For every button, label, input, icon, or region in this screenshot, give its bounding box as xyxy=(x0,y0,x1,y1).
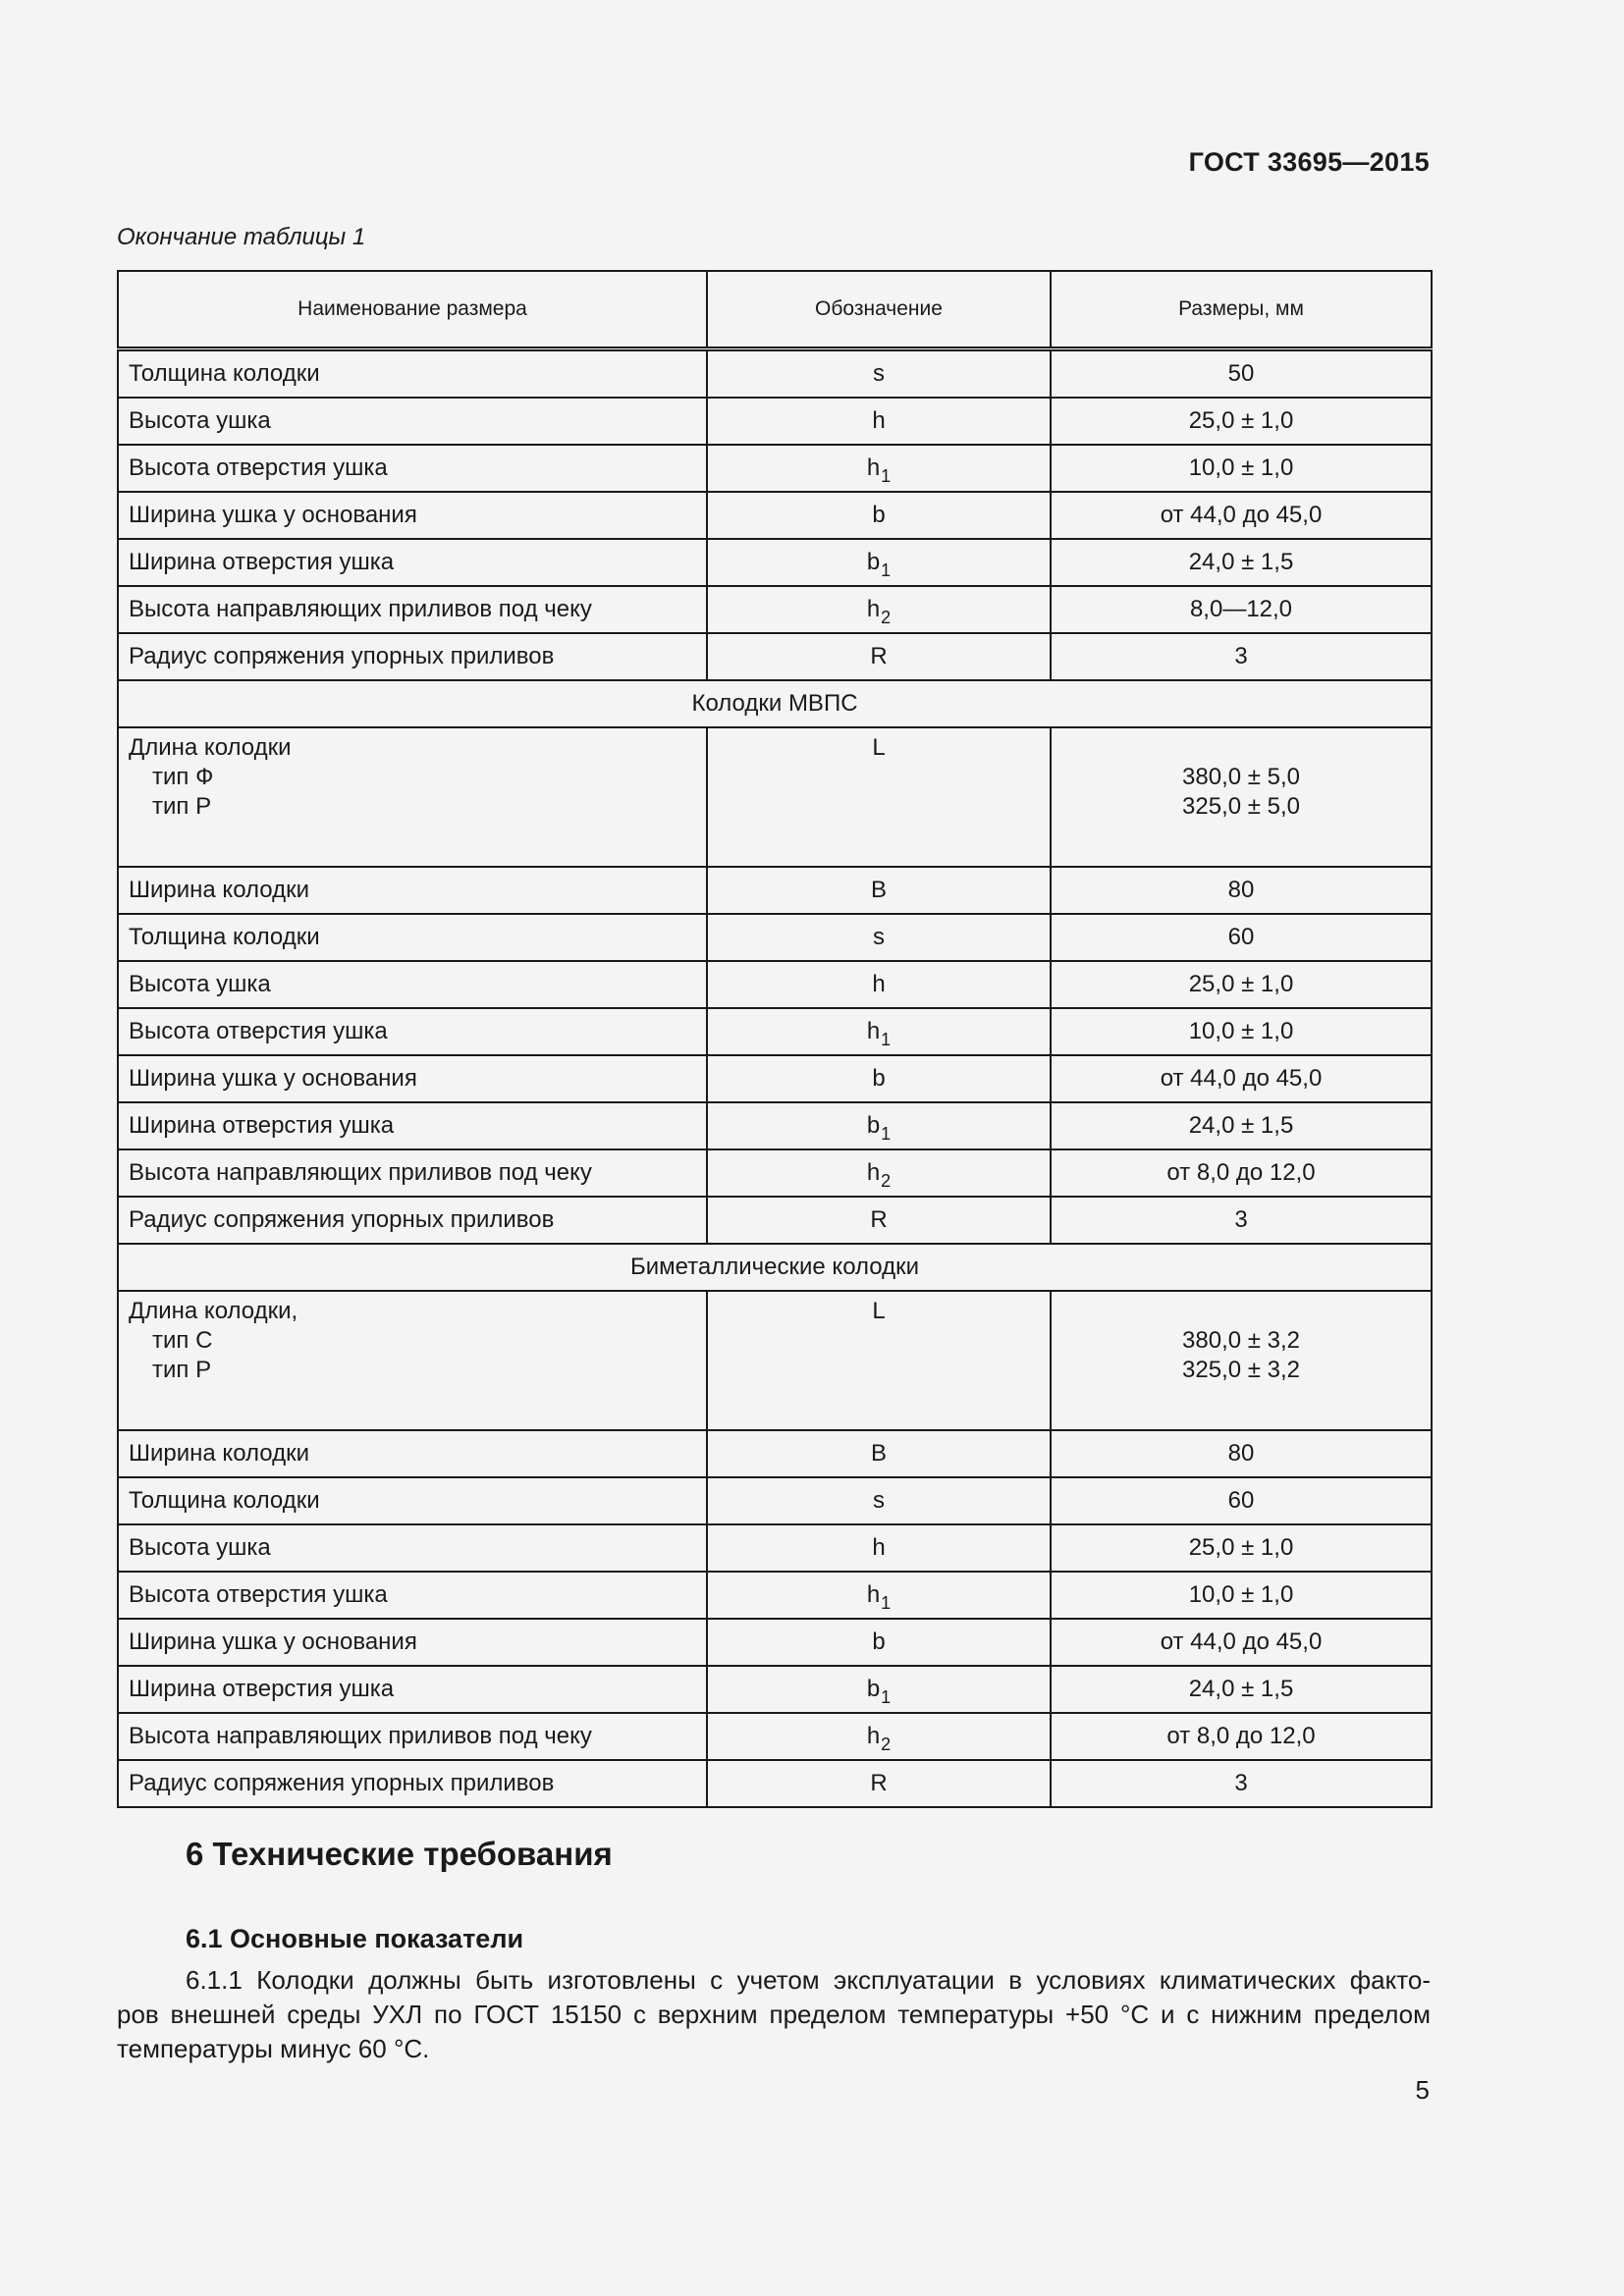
symbol-cell xyxy=(707,1102,1051,1149)
type-label: тип Ф xyxy=(152,764,214,790)
symbol-cell xyxy=(707,539,1051,586)
table-row xyxy=(118,492,1432,539)
symbol-subscript: 2 xyxy=(881,1170,892,1191)
type-label: тип С xyxy=(152,1327,213,1354)
table-row xyxy=(118,1666,1432,1713)
table-header-row xyxy=(118,271,1432,349)
length-row xyxy=(118,1291,1432,1430)
symbol-cell xyxy=(707,914,1051,961)
table-row xyxy=(118,586,1432,633)
symbol-letter: b xyxy=(866,548,881,575)
symbol-cell xyxy=(707,1760,1051,1807)
type-value: 380,0 ± 3,2 xyxy=(1182,1327,1300,1354)
symbol-letter: s xyxy=(873,360,885,387)
size-name-cell: Высота отверстия ушка xyxy=(118,1008,707,1055)
symbol-cell xyxy=(707,1713,1051,1760)
size-value-cell: 3 xyxy=(1051,1197,1432,1244)
symbol-subscript: 2 xyxy=(881,607,892,627)
paragraph-line: температуры минус 60 °С. xyxy=(117,2034,430,2063)
table-row xyxy=(118,1713,1432,1760)
symbol-cell xyxy=(707,1055,1051,1102)
size-name-cell: Высота направляющих приливов под чеку xyxy=(118,1149,707,1197)
symbol-cell xyxy=(707,1524,1051,1572)
size-value-cell: 10,0 ± 1,0 xyxy=(1051,1008,1432,1055)
size-name-cell: Толщина колодки xyxy=(118,1477,707,1524)
symbol-cell xyxy=(707,633,1051,680)
table-row xyxy=(118,1149,1432,1197)
table-row xyxy=(118,349,1432,399)
symbol-letter: b xyxy=(872,1065,886,1092)
size-name-cell: Ширина колодки xyxy=(118,867,707,914)
table-row xyxy=(118,1572,1432,1619)
size-value-cell: 25,0 ± 1,0 xyxy=(1051,961,1432,1008)
size-value-cell: 3 xyxy=(1051,633,1432,680)
type-value: 325,0 ± 5,0 xyxy=(1182,793,1300,820)
table-row xyxy=(118,633,1432,680)
type-value: 325,0 ± 3,2 xyxy=(1182,1357,1300,1383)
table-row xyxy=(118,867,1432,914)
size-value-cell: от 44,0 до 45,0 xyxy=(1051,1619,1432,1666)
size-name-cell: Толщина колодки xyxy=(118,349,707,399)
length-label: Длина колодки xyxy=(129,734,292,761)
size-name-cell: Высота ушка xyxy=(118,961,707,1008)
table-row xyxy=(118,1197,1432,1244)
paragraph-6-1-1 xyxy=(117,1963,1431,2066)
symbol-cell xyxy=(707,1008,1051,1055)
symbol-letter: R xyxy=(870,1770,888,1796)
symbol-letter: b xyxy=(866,1675,881,1702)
size-value-cell: от 8,0 до 12,0 xyxy=(1051,1149,1432,1197)
paragraph-line: ров внешней среды УХЛ по ГОСТ 15150 с верхним пределом температуры +50 °С и с нижним пределом xyxy=(117,2000,1431,2029)
table-row xyxy=(118,1055,1432,1102)
symbol-cell xyxy=(707,1149,1051,1197)
group-title: Биметаллические колодки xyxy=(118,1244,1432,1291)
group-header-row xyxy=(118,1244,1432,1291)
symbol-letter: b xyxy=(872,1629,886,1655)
size-name-cell xyxy=(118,1291,707,1430)
table-row xyxy=(118,1619,1432,1666)
symbol-letter: s xyxy=(873,924,885,950)
size-name-cell: Высота ушка xyxy=(118,1524,707,1572)
section-heading: 6 Технические требования xyxy=(186,1836,613,1872)
table-row xyxy=(118,1477,1432,1524)
symbol-subscript: 2 xyxy=(881,1734,892,1754)
symbol-subscript: 1 xyxy=(881,1686,892,1707)
symbol-cell xyxy=(707,1619,1051,1666)
symbol-cell xyxy=(707,349,1051,399)
symbol-letter: B xyxy=(870,877,887,903)
symbol-cell xyxy=(707,867,1051,914)
size-name-cell: Высота отверстия ушка xyxy=(118,1572,707,1619)
size-name-cell: Высота направляющих приливов под чеку xyxy=(118,586,707,633)
type-value: 380,0 ± 5,0 xyxy=(1182,764,1300,790)
dimensions-table xyxy=(117,270,1433,1808)
size-name-cell: Ширина ушка у основания xyxy=(118,492,707,539)
size-name-cell: Радиус сопряжения упорных приливов xyxy=(118,1197,707,1244)
group-title: Колодки МВПС xyxy=(118,680,1432,727)
table-row xyxy=(118,1524,1432,1572)
size-value-cell: 24,0 ± 1,5 xyxy=(1051,1666,1432,1713)
subsection-heading: 6.1 Основные показатели xyxy=(186,1924,524,1953)
symbol-letter: R xyxy=(870,643,888,669)
size-name-cell: Радиус сопряжения упорных приливов xyxy=(118,1760,707,1807)
table-row xyxy=(118,961,1432,1008)
standard-code: ГОСТ 33695—2015 xyxy=(1188,147,1430,177)
size-value-cell: от 44,0 до 45,0 xyxy=(1051,1055,1432,1102)
size-value-cell xyxy=(1051,1291,1432,1430)
symbol-letter: h xyxy=(866,1722,881,1749)
group-header-row xyxy=(118,680,1432,727)
table-caption: Окончание таблицы 1 xyxy=(117,224,366,250)
length-row xyxy=(118,727,1432,867)
symbol-letter: h xyxy=(866,1580,881,1608)
size-value-cell: 3 xyxy=(1051,1760,1432,1807)
size-value-cell: 25,0 ± 1,0 xyxy=(1051,1524,1432,1572)
symbol-subscript: 1 xyxy=(881,1592,892,1613)
length-label: Длина колодки, xyxy=(129,1298,298,1324)
size-value-cell: 50 xyxy=(1051,349,1432,399)
symbol-cell xyxy=(707,1477,1051,1524)
size-value-cell: 25,0 ± 1,0 xyxy=(1051,398,1432,445)
symbol-cell xyxy=(707,1430,1051,1477)
size-value-cell: 80 xyxy=(1051,867,1432,914)
page-number: 5 xyxy=(1415,2075,1430,2105)
symbol-cell xyxy=(707,586,1051,633)
symbol-letter: h xyxy=(866,1158,881,1186)
size-name-cell: Ширина отверстия ушка xyxy=(118,1102,707,1149)
size-name-cell: Высота отверстия ушка xyxy=(118,445,707,492)
symbol-subscript: 1 xyxy=(881,560,892,580)
size-value-cell xyxy=(1051,727,1432,867)
type-label: тип Р xyxy=(152,1357,212,1383)
symbol-letter: h xyxy=(872,1534,886,1561)
symbol-letter: s xyxy=(873,1487,885,1514)
size-value-cell: 10,0 ± 1,0 xyxy=(1051,1572,1432,1619)
symbol-letter: h xyxy=(866,454,881,481)
symbol-cell xyxy=(707,398,1051,445)
symbol-letter: h xyxy=(872,971,886,997)
size-value-cell: от 44,0 до 45,0 xyxy=(1051,492,1432,539)
column-header-size: Размеры, мм xyxy=(1051,271,1432,349)
size-name-cell: Ширина колодки xyxy=(118,1430,707,1477)
size-value-cell: 60 xyxy=(1051,914,1432,961)
table-row xyxy=(118,1760,1432,1807)
symbol-subscript: 1 xyxy=(881,465,892,486)
table-row xyxy=(118,1008,1432,1055)
table-row xyxy=(118,1430,1432,1477)
paragraph-line: 6.1.1 Колодки должны быть изготовлены с учетом эксплуатации в условиях климатических факто- xyxy=(186,1965,1431,1995)
size-name-cell: Радиус сопряжения упорных приливов xyxy=(118,633,707,680)
size-name-cell: Ширина отверстия ушка xyxy=(118,1666,707,1713)
size-value-cell: 60 xyxy=(1051,1477,1432,1524)
size-value-cell: от 8,0 до 12,0 xyxy=(1051,1713,1432,1760)
size-value-cell: 10,0 ± 1,0 xyxy=(1051,445,1432,492)
table-row xyxy=(118,1102,1432,1149)
size-name-cell: Высота направляющих приливов под чеку xyxy=(118,1713,707,1760)
symbol-letter: b xyxy=(866,1111,881,1139)
symbol-letter: b xyxy=(872,502,886,528)
symbol-cell xyxy=(707,961,1051,1008)
column-header-symbol: Обозначение xyxy=(707,271,1051,349)
table-row xyxy=(118,539,1432,586)
size-name-cell xyxy=(118,727,707,867)
size-name-cell: Толщина колодки xyxy=(118,914,707,961)
symbol-letter: R xyxy=(870,1206,888,1233)
size-name-cell: Ширина отверстия ушка xyxy=(118,539,707,586)
symbol-cell xyxy=(707,445,1051,492)
type-label: тип Р xyxy=(152,793,212,820)
column-header-name: Наименование размера xyxy=(118,271,707,349)
symbol-cell: L xyxy=(707,1291,1051,1430)
size-name-cell: Высота ушка xyxy=(118,398,707,445)
size-value-cell: 8,0—12,0 xyxy=(1051,586,1432,633)
symbol-letter: h xyxy=(872,407,886,434)
symbol-letter: B xyxy=(870,1440,887,1467)
symbol-letter: h xyxy=(866,1017,881,1044)
size-name-cell: Ширина ушка у основания xyxy=(118,1619,707,1666)
symbol-subscript: 1 xyxy=(881,1123,892,1144)
table-row xyxy=(118,914,1432,961)
size-value-cell: 24,0 ± 1,5 xyxy=(1051,1102,1432,1149)
size-value-cell: 80 xyxy=(1051,1430,1432,1477)
table-row xyxy=(118,445,1432,492)
symbol-cell xyxy=(707,492,1051,539)
symbol-cell xyxy=(707,1666,1051,1713)
size-name-cell: Ширина ушка у основания xyxy=(118,1055,707,1102)
symbol-cell xyxy=(707,1572,1051,1619)
symbol-cell: L xyxy=(707,727,1051,867)
size-value-cell: 24,0 ± 1,5 xyxy=(1051,539,1432,586)
symbol-cell xyxy=(707,1197,1051,1244)
table-row xyxy=(118,398,1432,445)
symbol-subscript: 1 xyxy=(881,1029,892,1049)
symbol-letter: h xyxy=(866,595,881,622)
